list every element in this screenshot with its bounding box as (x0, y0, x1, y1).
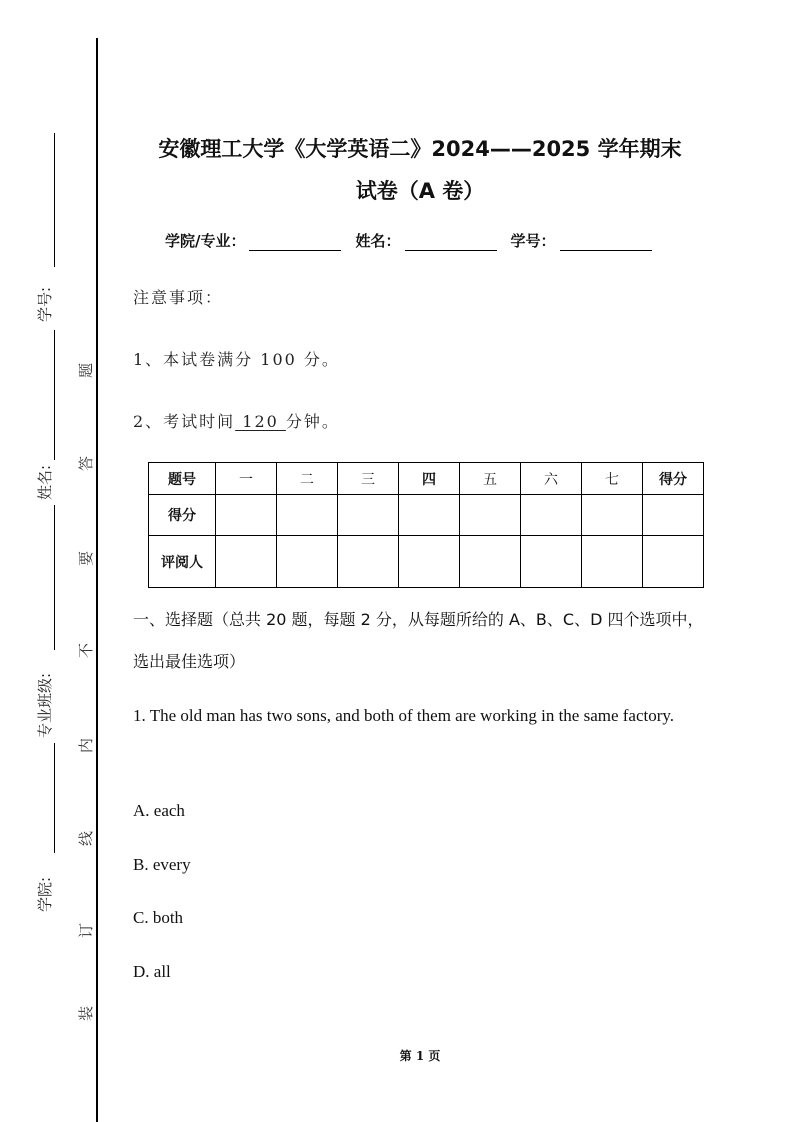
header-cell: 七 (582, 463, 643, 495)
reviewer-cell[interactable] (399, 536, 460, 588)
exam-title: 安徽理工大学《大学英语二》2024——2025 学年期末 (158, 137, 682, 161)
score-cell[interactable] (460, 495, 521, 536)
seal-char: 订 (77, 922, 96, 939)
reviewer-cell[interactable] (460, 536, 521, 588)
reviewer-cell[interactable] (338, 536, 399, 588)
field-line (54, 505, 55, 650)
header-cell: 四 (399, 463, 460, 495)
reviewer-cell[interactable] (216, 536, 277, 588)
student-id-input[interactable] (560, 234, 652, 251)
note-item-2 (133, 409, 340, 432)
row-label: 得分 (149, 495, 216, 536)
note-item-1: 1、本试卷满分 100 分。 (133, 350, 340, 369)
name-label: 姓名： (355, 232, 401, 250)
margin-label-college: 学院: (36, 876, 54, 912)
page-number: 第 1 页 (399, 1049, 441, 1063)
reviewer-cell[interactable] (582, 536, 643, 588)
field-line (54, 743, 55, 853)
reviewer-cell[interactable] (277, 536, 338, 588)
option-b: B. every (133, 855, 191, 874)
score-cell[interactable] (582, 495, 643, 536)
option-c: C. both (133, 908, 184, 927)
student-info-row (165, 230, 656, 251)
exam-duration: 120 (235, 412, 286, 431)
header-cell: 三 (338, 463, 399, 495)
section-heading: 一、选择题（总共 20 题，每题 2 分，从每题所给的 A、B、C、D 四个选项中，选出最佳选项） (133, 610, 704, 671)
header-cell: 五 (460, 463, 521, 495)
name-field (355, 230, 496, 251)
college-major-field (165, 230, 341, 251)
student-id-label: 学号： (510, 232, 556, 250)
score-table-header (149, 463, 704, 495)
option-a: A. each (133, 801, 185, 820)
student-id-field (511, 230, 652, 251)
header-cell: 得分 (643, 463, 704, 495)
seal-char: 内 (77, 737, 96, 754)
seal-char: 线 (77, 830, 96, 847)
header-cell: 六 (521, 463, 582, 495)
score-cell[interactable] (399, 495, 460, 536)
seal-char: 答 (77, 455, 96, 472)
option-d: D. all (133, 962, 171, 981)
notes-heading: 注意事项： (133, 288, 224, 307)
binding-line (96, 38, 98, 1122)
row-label: 评阅人 (149, 536, 216, 588)
score-table (148, 462, 704, 588)
table-row (149, 536, 704, 588)
seal-char: 装 (77, 1005, 96, 1022)
field-line (54, 133, 55, 267)
field-line (54, 330, 55, 460)
score-cell[interactable] (521, 495, 582, 536)
note-item-2-suffix: 分钟。 (285, 412, 340, 431)
college-major-input[interactable] (249, 234, 341, 251)
score-cell[interactable] (277, 495, 338, 536)
college-major-label: 学院/专业： (165, 232, 246, 250)
note-item-2-prefix: 2、考试时间 (133, 412, 236, 431)
margin-label-class: 专业班级: (36, 672, 54, 738)
table-row (149, 495, 704, 536)
margin-label-student-id: 学号: (36, 286, 54, 322)
name-input[interactable] (405, 234, 497, 251)
question-text: 1. The old man has two sons, and both of them are working in the same factory. (133, 706, 675, 725)
seal-char: 不 (77, 642, 96, 659)
exam-subtitle: 试卷（A 卷） (355, 179, 485, 203)
header-cell: 题号 (149, 463, 216, 495)
reviewer-cell[interactable] (643, 536, 704, 588)
seal-char: 要 (77, 550, 96, 567)
reviewer-cell[interactable] (521, 536, 582, 588)
score-cell[interactable] (216, 495, 277, 536)
margin-label-name: 姓名: (36, 464, 54, 500)
score-cell[interactable] (338, 495, 399, 536)
header-cell: 二 (277, 463, 338, 495)
header-cell: 一 (216, 463, 277, 495)
score-cell[interactable] (643, 495, 704, 536)
seal-char: 题 (77, 362, 96, 379)
